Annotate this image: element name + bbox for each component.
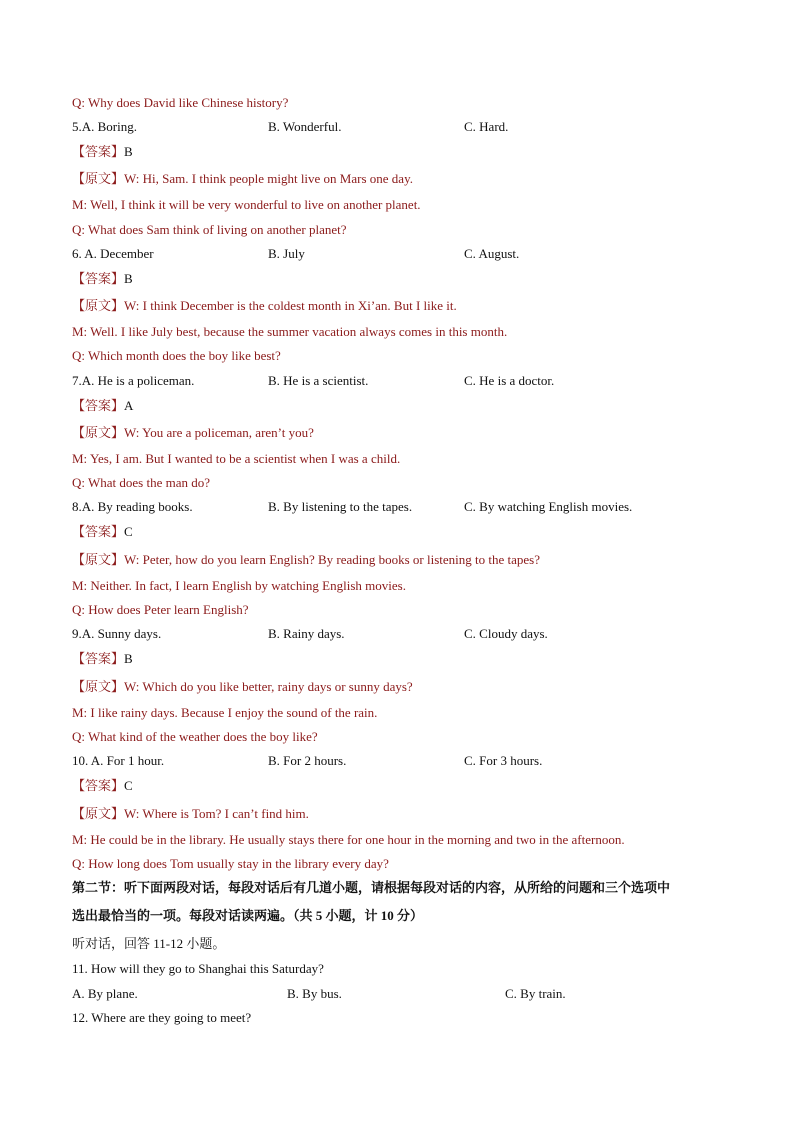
answer-option: 10. A. For 1 hour. xyxy=(72,753,165,768)
answer-option: B. July xyxy=(268,246,305,261)
question-12: 12. Where are they going to meet? xyxy=(72,1010,252,1025)
answer-option: 6. A. December xyxy=(72,246,154,261)
answer-option: C. For 3 hours. xyxy=(464,753,543,768)
answer-option: B. Rainy days. xyxy=(268,626,345,641)
answer-line xyxy=(72,650,133,668)
dialogue-line: Q: Which month does the boy like best? xyxy=(72,348,281,363)
dialogue-line: Q: How long does Tom usually stay in the library every day? xyxy=(72,856,389,871)
option-11-a: A. By plane. xyxy=(72,986,138,1001)
dialogue-line: M: Yes, I am. But I wanted to be a scientist when I was a child. xyxy=(72,451,401,466)
answer-value: B xyxy=(124,651,133,666)
transcript-line xyxy=(72,170,413,188)
answer-option: C. He is a doctor. xyxy=(464,373,555,388)
dialogue-line: Q: What does the man do? xyxy=(72,475,211,490)
answer-option: B. Wonderful. xyxy=(268,119,342,134)
transcript-text: W: Which do you like better, rainy days or sunny days? xyxy=(124,679,413,694)
answer-tag: 【答案】 xyxy=(72,271,125,286)
transcript-tag: 【原文】 xyxy=(72,425,125,440)
section-2-heading-line2: 选出最恰当的一项。每段对话读两遍。（共 5 小题，计 10 分） xyxy=(72,908,424,923)
answer-value: C xyxy=(124,778,133,793)
transcript-tag: 【原文】 xyxy=(72,806,125,821)
answer-tag: 【答案】 xyxy=(72,144,125,159)
dialogue-line: M: Well. I like July best, because the summer vacation always comes in this month. xyxy=(72,324,508,339)
dialogue-line: M: I like rainy days. Because I enjoy the sound of the rain. xyxy=(72,705,378,720)
transcript-line xyxy=(72,297,457,315)
transcript-text: W: Peter, how do you learn English? By reading books or listening to the tapes? xyxy=(124,552,541,567)
answer-tag: 【答案】 xyxy=(72,778,125,793)
instruction-text: 听对话，回答 11-12 小题。 xyxy=(72,936,226,951)
transcript-line xyxy=(72,424,314,442)
answer-tag: 【答案】 xyxy=(72,524,125,539)
transcript-tag: 【原文】 xyxy=(72,171,125,186)
transcript-tag: 【原文】 xyxy=(72,679,125,694)
transcript-text: W: You are a policeman, aren’t you? xyxy=(124,425,314,440)
answer-option: 5.A. Boring. xyxy=(72,119,137,134)
answer-line xyxy=(72,270,133,288)
answer-option: C. August. xyxy=(464,246,520,261)
answer-tag: 【答案】 xyxy=(72,398,125,413)
question-11: 11. How will they go to Shanghai this Saturday? xyxy=(72,961,324,976)
answer-tag: 【答案】 xyxy=(72,651,125,666)
answer-value: A xyxy=(124,398,134,413)
answer-line xyxy=(72,143,133,161)
option-11-b: B. By bus. xyxy=(287,986,342,1001)
answer-option: B. He is a scientist. xyxy=(268,373,369,388)
dialogue-line: M: Neither. In fact, I learn English by watching English movies. xyxy=(72,578,406,593)
transcript-text: W: Where is Tom? I can’t find him. xyxy=(124,806,309,821)
answer-option: B. By listening to the tapes. xyxy=(268,499,413,514)
answer-line xyxy=(72,523,133,541)
answer-option: 7.A. He is a policeman. xyxy=(72,373,195,388)
transcript-text: W: Hi, Sam. I think people might live on Mars one day. xyxy=(124,171,413,186)
dialogue-line: Q: How does Peter learn English? xyxy=(72,602,249,617)
dialogue-line: Q: What does Sam think of living on another planet? xyxy=(72,222,347,237)
answer-option: C. Hard. xyxy=(464,119,509,134)
answer-line xyxy=(72,397,133,415)
transcript-tag: 【原文】 xyxy=(72,298,125,313)
dialogue-line: M: Well, I think it will be very wonderful to live on another planet. xyxy=(72,197,421,212)
dialogue-line: Q: What kind of the weather does the boy like? xyxy=(72,729,318,744)
answer-value: B xyxy=(124,271,133,286)
transcript-tag: 【原文】 xyxy=(72,552,125,567)
transcript-line xyxy=(72,805,309,823)
transcript-line xyxy=(72,551,540,569)
answer-option: B. For 2 hours. xyxy=(268,753,347,768)
section-2-heading-line1: 第二节：听下面两段对话，每段对话后有几道小题，请根据每段对话的内容，从所给的问题和三个选项中 xyxy=(72,880,671,895)
dialogue-line: Q: Why does David like Chinese history? xyxy=(72,95,289,110)
dialogue-line: M: He could be in the library. He usually stays there for one hour in the morning and two in the afternoon. xyxy=(72,832,625,847)
answer-option: C. By watching English movies. xyxy=(464,499,633,514)
answer-option: 9.A. Sunny days. xyxy=(72,626,162,641)
answer-value: B xyxy=(124,144,133,159)
option-11-c: C. By train. xyxy=(505,986,566,1001)
answer-value: C xyxy=(124,524,133,539)
answer-line xyxy=(72,777,133,795)
answer-option: 8.A. By reading books. xyxy=(72,499,193,514)
transcript-text: W: I think December is the coldest month in Xi’an. But I like it. xyxy=(124,298,457,313)
answer-option: C. Cloudy days. xyxy=(464,626,548,641)
transcript-line xyxy=(72,678,413,696)
